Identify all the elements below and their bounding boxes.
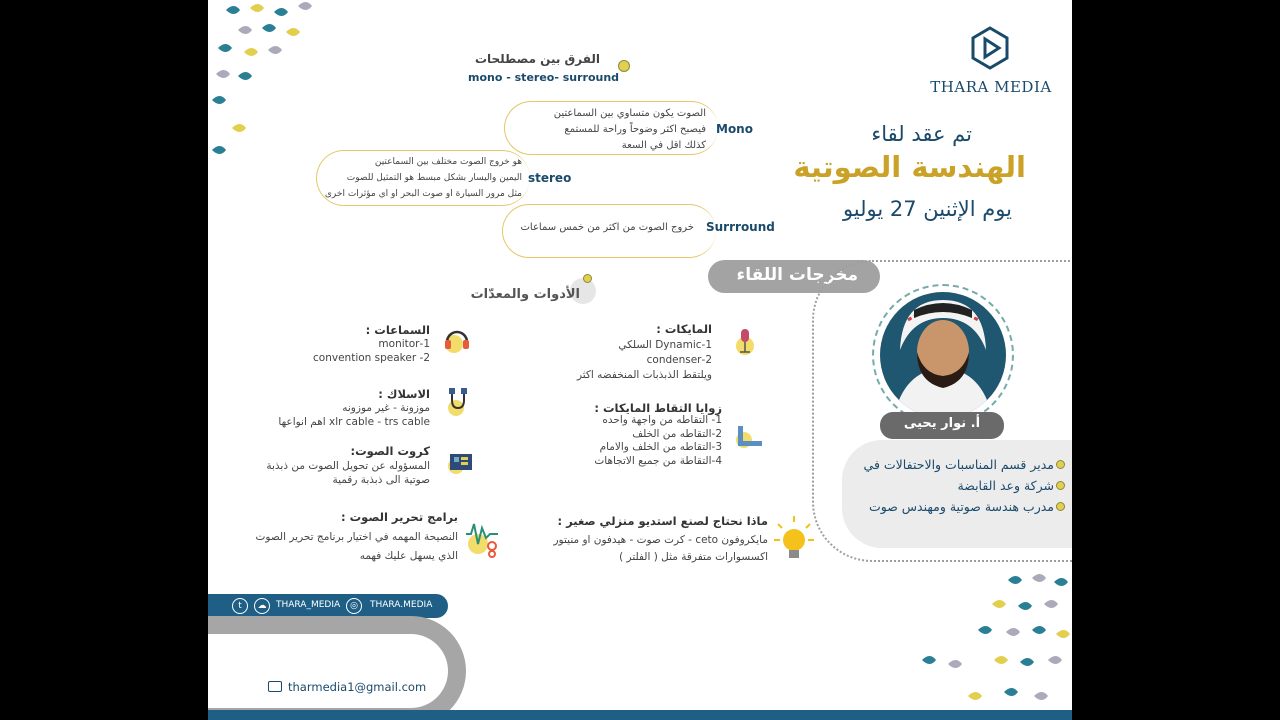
- presenter-name: أ. نوار يحيى: [903, 416, 981, 431]
- stereo-text: هو خروج الصوت مختلف بين السماعتين اليمين واليسار بشكل مبسط هو التمثيل للصوت مثل مرور السيارة او صوت البحر او اي مؤثرات اخرى: [324, 157, 522, 199]
- speakers-lines: 1-monitor 2- convention speaker: [313, 338, 430, 364]
- lightbulb-icon: [772, 514, 818, 564]
- cable-icon: [444, 386, 474, 418]
- cards-title: كروت الصوت:: [350, 444, 430, 458]
- cards-lines: المسؤوله عن تحويل الصوت من ذبذبة صوتية الى ذبذبة رقمية: [266, 460, 430, 486]
- headline-line2: الهندسة الصوتية: [793, 150, 1026, 184]
- editing-title: برامج تحرير الصوت :: [340, 510, 458, 524]
- bottom-band: [208, 710, 1072, 720]
- leaf-pattern-top-left-icon: [208, 0, 338, 170]
- outcomes-label: مخرجات اللقاء: [736, 265, 858, 285]
- terms-title: الفرق بين مصطلحات: [474, 52, 600, 66]
- cables-title: الاسلاك :: [378, 387, 430, 401]
- bio-bullet-3-icon: [1056, 502, 1065, 511]
- speakers-title: السماعات :: [365, 323, 430, 337]
- brand-name: THARA MEDIA: [930, 78, 1052, 96]
- social-handle-1[interactable]: THARA_MEDIA: [276, 600, 341, 610]
- thara-media-logo-icon: [970, 26, 1010, 70]
- editing-lines: النصيحة المهمه في اختيار برنامج تحرير الصوت الذي يسهل عليك فهمه: [255, 531, 458, 562]
- surround-label: Surrround: [706, 220, 775, 234]
- angles-lines: 1- التقاطه من واجهة واحده 2-التقاطه من الخلف 3-التقاطه من الخلف والامام 4-التقاطة من جميع الاتجاهات: [594, 414, 722, 467]
- twitter-icon[interactable]: t: [232, 598, 248, 614]
- bio-bullet-2-icon: [1056, 481, 1065, 490]
- email-icon: [268, 681, 282, 692]
- soundcloud-icon[interactable]: ☁: [254, 598, 270, 614]
- mics-lines: 1-Dynamic السلكي 2-condenser ويلتقط الذبذبات المنخفضه اكثر: [576, 339, 712, 381]
- microphone-icon: [731, 326, 759, 356]
- headline-line1: تم عقد لقاء: [871, 122, 972, 146]
- studio-lines: مايكروفون ceto - كرت صوت - هيدفون او منيتور اكسسوارات متفرقة مثل ( الفلتر ): [553, 534, 768, 563]
- audio-editing-icon: [464, 518, 502, 558]
- headline-line3: يوم الإثنين 27 يوليو: [842, 197, 1012, 221]
- instagram-icon[interactable]: ◎: [346, 598, 362, 614]
- surround-text: خروج الصوت من اكثر من خمس سماعات: [520, 222, 694, 233]
- headphones-icon: [442, 324, 472, 354]
- presenter-bio: مدير قسم المناسبات والاحتفالات في شركة وعد القابضة مدرب هندسة صوتية ومهندس صوت: [863, 457, 1054, 514]
- mono-text: الصوت يكون متساوي بين السماعتين فيصبح اكثر وضوحاً وراحة للمستمع كذلك اقل في السعة: [553, 108, 706, 151]
- email-address[interactable]: tharmedia1@gmail.com: [288, 680, 427, 694]
- angles-title: زوايا التقاط المايكات :: [594, 401, 722, 415]
- cables-lines: موزونة - غير موزونه xlr cable - trs cable اهم انواعها: [278, 402, 430, 428]
- poster: [208, 0, 1072, 720]
- sound-card-icon: [446, 450, 476, 476]
- terms-subtitle: mono - stereo- surround: [468, 71, 620, 84]
- tools-title: الأدوات والمعدّات: [470, 287, 580, 302]
- social-handle-2[interactable]: THARA.MEDIA: [370, 600, 433, 610]
- angle-ruler-icon: [734, 422, 766, 450]
- mono-label: Mono: [716, 122, 753, 136]
- stereo-label: stereo: [528, 171, 572, 185]
- avatar: [878, 290, 1008, 420]
- gray-arc-shape: [208, 616, 466, 720]
- tools-dot-icon: [583, 274, 592, 283]
- mics-title: المايكات :: [656, 322, 712, 336]
- studio-title: ماذا نحتاج لصنع استديو منزلي صغير :: [557, 514, 768, 528]
- leaf-pattern-bottom-right-icon: [908, 560, 1072, 720]
- bio-bullet-1-icon: [1056, 460, 1065, 469]
